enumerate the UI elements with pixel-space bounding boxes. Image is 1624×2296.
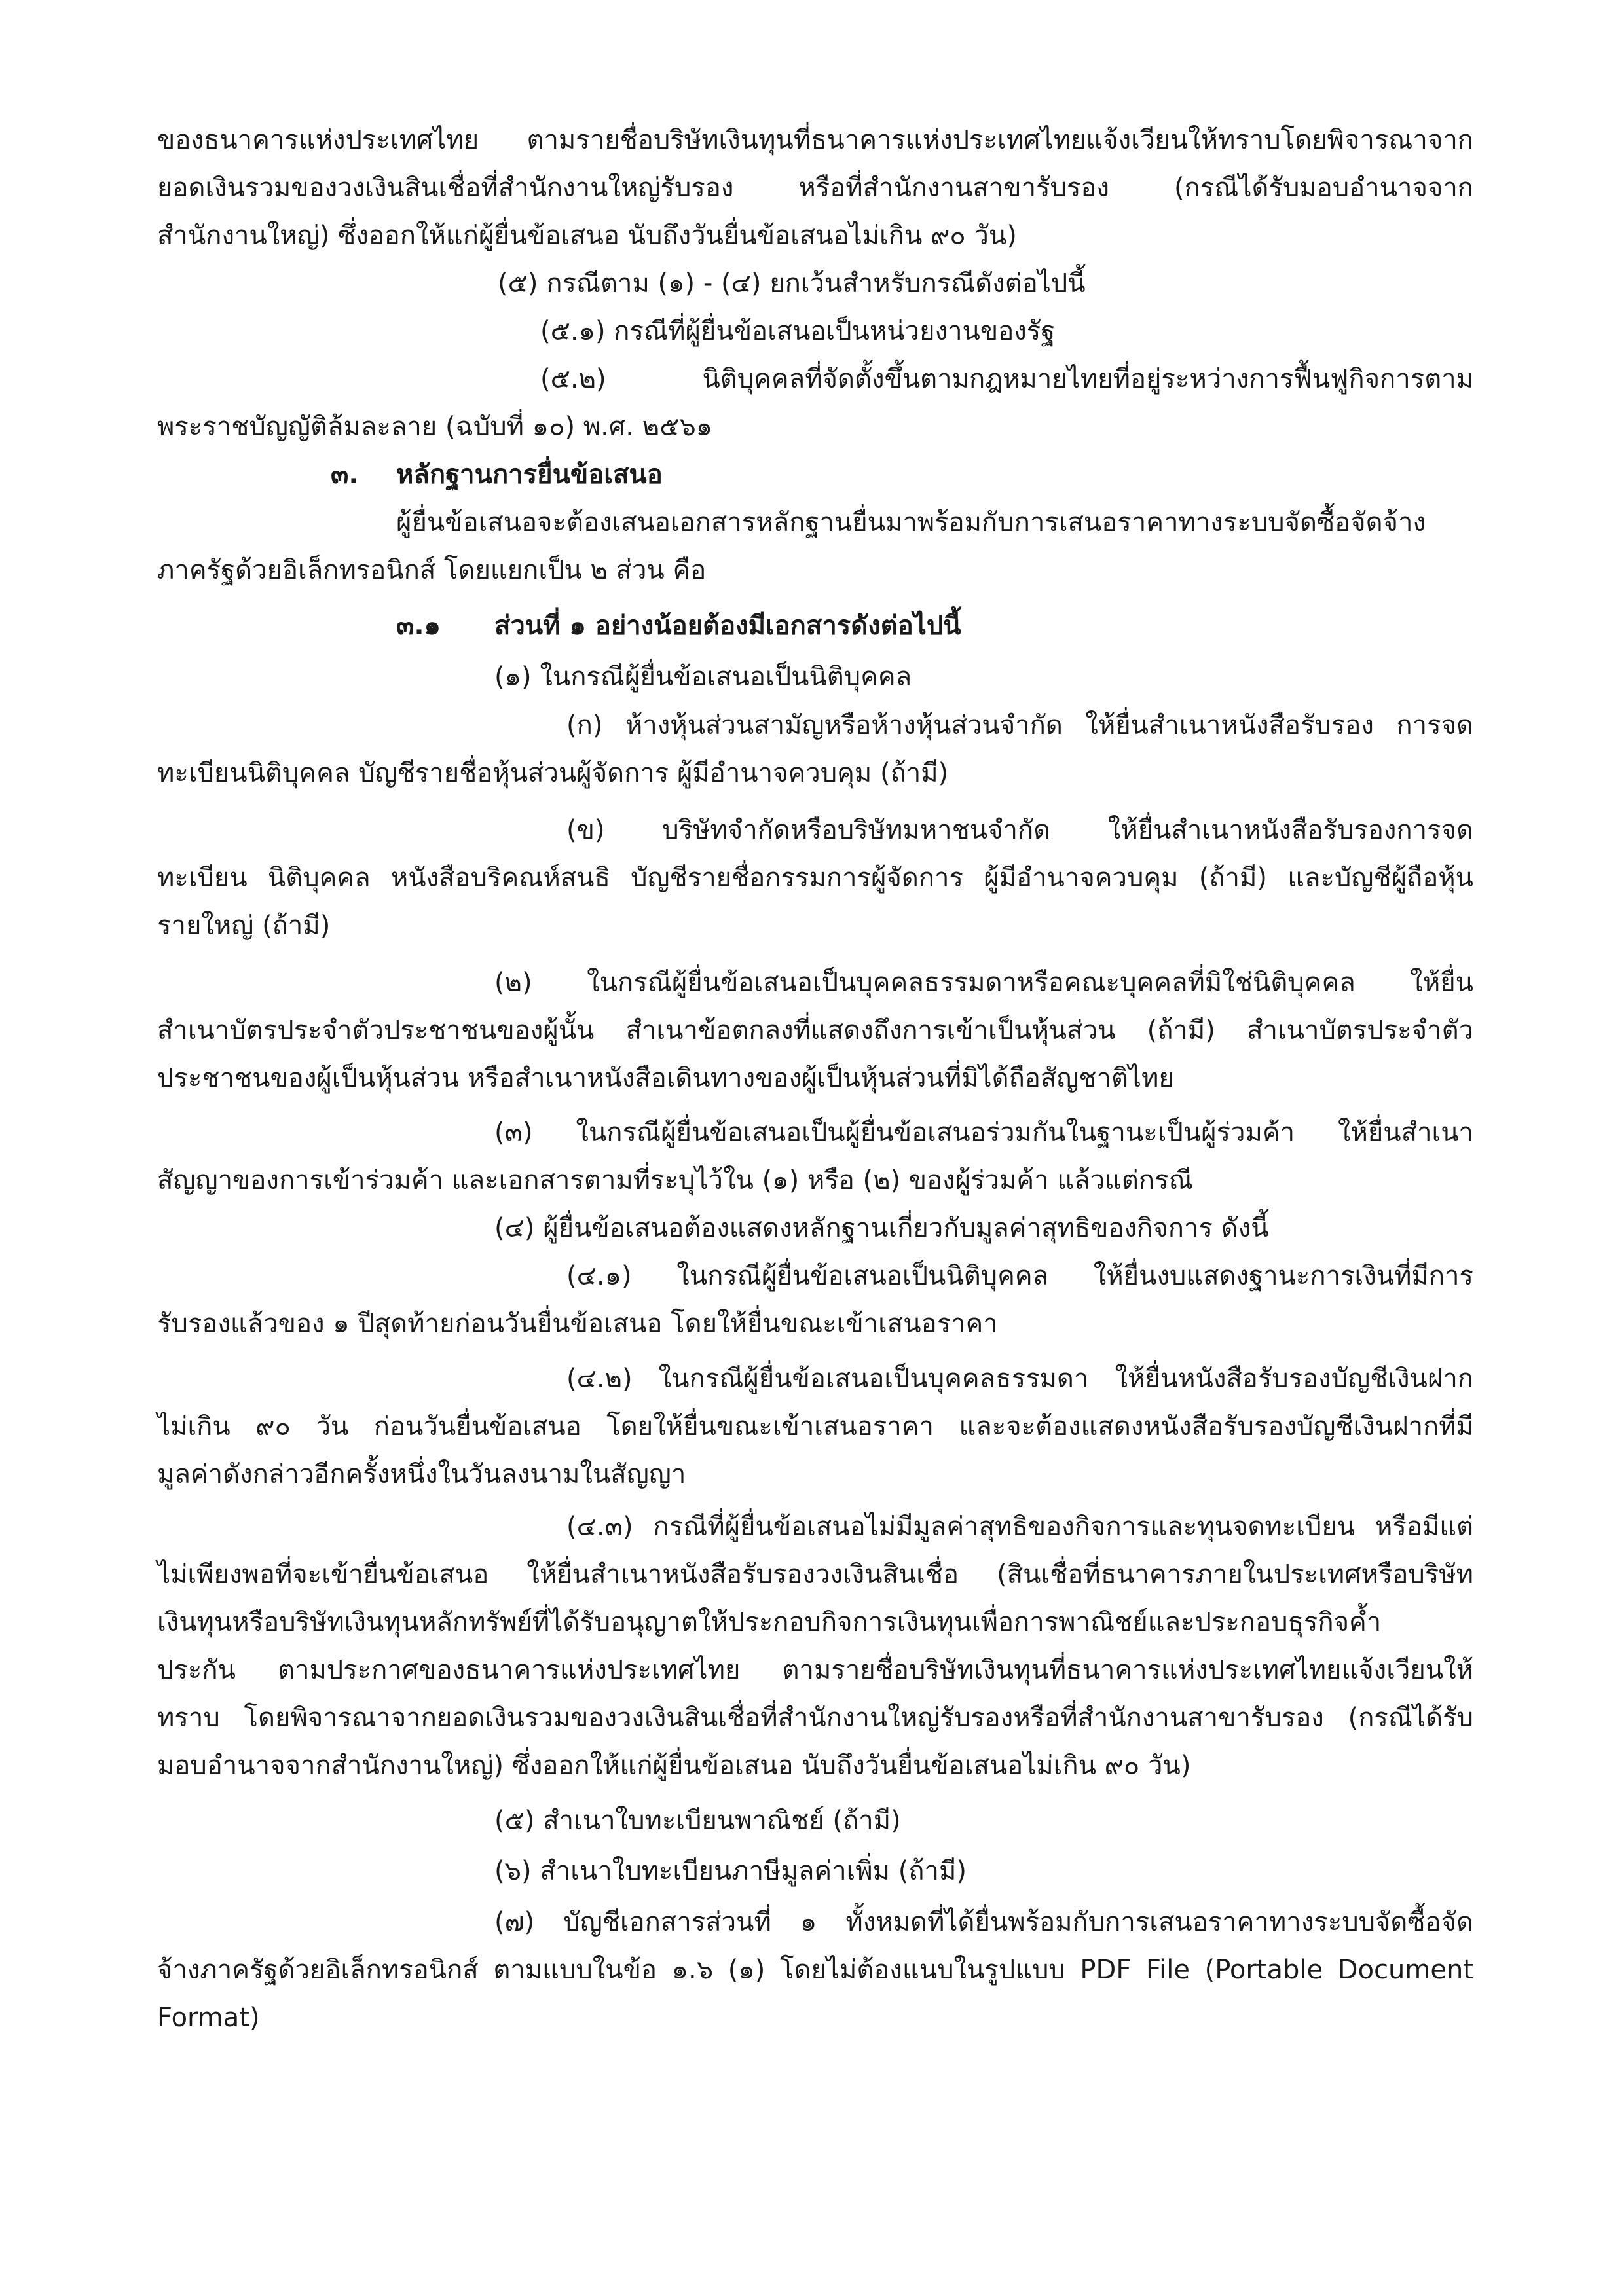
text-line: (๔) ผู้ยื่นข้อเสนอต้องแสดงหลักฐานเกี่ยวกับมูลค่าสุทธิของกิจการ ดังนี้ [494, 1213, 1269, 1243]
text-line: สำนักงานใหญ่) ซึ่งออกให้แก่ผู้ยื่นข้อเสนอ นับถึงวันยื่นข้อเสนอไม่เกิน ๙๐ วัน) [157, 221, 1017, 251]
section-number: ๓. [331, 460, 359, 490]
text-line: (๑) ในกรณีผู้ยื่นข้อเสนอเป็นนิติบุคคล [494, 662, 912, 692]
text-line: ทะเบียนนิติบุคคล บัญชีรายชื่อหุ้นส่วนผู้จัดการ ผู้มีอำนาจควบคุม (ถ้ามี) [157, 758, 949, 788]
subsection-heading: ส่วนที่ ๑ อย่างน้อยต้องมีเอกสารดังต่อไปนี้ [494, 611, 961, 641]
text-line: สำเนาบัตรประจำตัวประชาชนของผู้นั้น สำเนาข้อตกลงที่แสดงถึงการเข้าเป็นหุ้นส่วน (ถ้ามี) สำเนาบัตรประจำตัว [157, 1015, 1473, 1046]
text-line: (๕.๒) นิติบุคคลที่จัดตั้งขึ้นตามกฎหมายไทยที่อยู่ระหว่างการฟื้นฟูกิจการตาม [540, 364, 1473, 394]
section-heading: หลักฐานการยื่นข้อเสนอ [396, 460, 663, 490]
text-line: เงินทุนหรือบริษัทเงินทุนหลักทรัพย์ที่ได้รับอนุญาตให้ประกอบกิจการเงินทุนเพื่อการพาณิชย์และประกอบธุรกิจค้ำ [157, 1607, 1382, 1637]
text-line: (ข) บริษัทจำกัดหรือบริษัทมหาชนจำกัด ให้ยื่นสำเนาหนังสือรับรองการจด [566, 815, 1473, 845]
text-line: รับรองแล้วของ ๑ ปีสุดท้ายก่อนวันยื่นข้อเสนอ โดยให้ยื่นขณะเข้าเสนอราคา [157, 1309, 998, 1339]
text-line: จ้างภาครัฐด้วยอิเล็กทรอนิกส์ ตามแบบในข้อ ๑.๖ (๑) โดยไม่ต้องแนบในรูปแบบ PDF File (Portable Document [157, 1955, 1473, 1985]
text-line: ทราบ โดยพิจารณาจากยอดเงินรวมของวงเงินสินเชื่อที่สำนักงานใหญ่รับรองหรือที่สำนักงานสาขารับรอง (กรณีได้รับ [157, 1703, 1473, 1733]
text-line: ผู้ยื่นข้อเสนอจะต้องเสนอเอกสารหลักฐานยื่นมาพร้อมกับการเสนอราคาทางระบบจัดซื้อจัดจ้าง [396, 507, 1426, 538]
text-line: ภาครัฐด้วยอิเล็กทรอนิกส์ โดยแยกเป็น ๒ ส่วน คือ [157, 555, 707, 585]
text-line: ยอดเงินรวมของวงเงินสินเชื่อที่สำนักงานใหญ่รับรอง หรือที่สำนักงานสาขารับรอง (กรณีได้รับมอบอำนาจจาก [157, 173, 1473, 203]
text-line: ไม่เกิน ๙๐ วัน ก่อนวันยื่นข้อเสนอ โดยให้ยื่นขณะเข้าเสนอราคา และจะต้องแสดงหนังสือรับรองบัญชีเงินฝากที่มี [157, 1412, 1473, 1442]
text-line: (๒) ในกรณีผู้ยื่นข้อเสนอเป็นบุคคลธรรมดาหรือคณะบุคคลที่มิใช่นิติบุคคล ให้ยื่น [494, 968, 1473, 998]
text-line: ประกัน ตามประกาศของธนาคารแห่งประเทศไทย ตามรายชื่อบริษัทเงินทุนที่ธนาคารแห่งประเทศไทยแจ้งเวียนให้ [157, 1655, 1473, 1685]
text-line: มูลค่าดังกล่าวอีกครั้งหนึ่งในวันลงนามในสัญญา [157, 1459, 686, 1489]
text-line: (๓) ในกรณีผู้ยื่นข้อเสนอเป็นผู้ยื่นข้อเสนอร่วมกันในฐานะเป็นผู้ร่วมค้า ให้ยื่นสำเนา [494, 1118, 1473, 1148]
text-line: มอบอำนาจจากสำนักงานใหญ่) ซึ่งออกให้แก่ผู้ยื่นข้อเสนอ นับถึงวันยื่นข้อเสนอไม่เกิน ๙๐ วัน) [157, 1751, 1191, 1781]
text-line: รายใหญ่ (ถ้ามี) [157, 911, 331, 941]
text-line: ประชาชนของผู้เป็นหุ้นส่วน หรือสำเนาหนังสือเดินทางของผู้เป็นหุ้นส่วนที่มิได้ถือสัญชาติไทย [157, 1063, 1174, 1093]
text-line: (๗) บัญชีเอกสารส่วนที่ ๑ ทั้งหมดที่ได้ยื่นพร้อมกับการเสนอราคาทางระบบจัดซื้อจัด [494, 1907, 1473, 1937]
text-line: พระราชบัญญัติล้มละลาย (ฉบับที่ ๑๐) พ.ศ. ๒๕๖๑ [157, 412, 713, 442]
text-line: ทะเบียน นิติบุคคล หนังสือบริคณห์สนธิ บัญชีรายชื่อกรรมการผู้จัดการ ผู้มีอำนาจควบคุม (ถ้ามี) และบัญชีผู้ถือหุ้น [157, 863, 1473, 893]
text-line: Format) [157, 2003, 260, 2033]
text-line: (๕) กรณีตาม (๑) - (๔) ยกเว้นสำหรับกรณีดังต่อไปนี้ [498, 268, 1086, 299]
text-line: ของธนาคารแห่งประเทศไทย ตามรายชื่อบริษัทเงินทุนที่ธนาคารแห่งประเทศไทยแจ้งเวียนให้ทราบโดยพิจารณาจาก [157, 125, 1473, 155]
text-line: (๕) สำเนาใบทะเบียนพาณิชย์ (ถ้ามี) [494, 1806, 901, 1836]
text-line: (๔.๒) ในกรณีผู้ยื่นข้อเสนอเป็นบุคคลธรรมดา ให้ยื่นหนังสือรับรองบัญชีเงินฝาก [566, 1364, 1473, 1394]
text-line: (๖) สำเนาใบทะเบียนภาษีมูลค่าเพิ่ม (ถ้ามี) [494, 1856, 967, 1886]
text-line: (๕.๑) กรณีที่ผู้ยื่นข้อเสนอเป็นหน่วยงานของรัฐ [540, 316, 1056, 346]
subsection-number: ๓.๑ [396, 611, 441, 641]
text-line: (ก) ห้างหุ้นส่วนสามัญหรือห้างหุ้นส่วนจำกัด ให้ยื่นสำเนาหนังสือรับรอง การจด [566, 710, 1473, 740]
text-line: (๔.๑) ในกรณีผู้ยื่นข้อเสนอเป็นนิติบุคคล ให้ยื่นงบแสดงฐานะการเงินที่มีการ [566, 1261, 1473, 1291]
text-line: (๔.๓) กรณีที่ผู้ยื่นข้อเสนอไม่มีมูลค่าสุทธิของกิจการและทุนจดทะเบียน หรือมีแต่ [566, 1512, 1473, 1542]
text-line: สัญญาของการเข้าร่วมค้า และเอกสารตามที่ระบุไว้ใน (๑) หรือ (๒) ของผู้ร่วมค้า แล้วแต่กรณี [157, 1165, 1193, 1195]
text-line: ไม่เพียงพอที่จะเข้ายื่นข้อเสนอ ให้ยื่นสำเนาหนังสือรับรองวงเงินสินเชื่อ (สินเชื่อที่ธนาคารภายในประเทศหรือบริษัท [157, 1559, 1473, 1590]
